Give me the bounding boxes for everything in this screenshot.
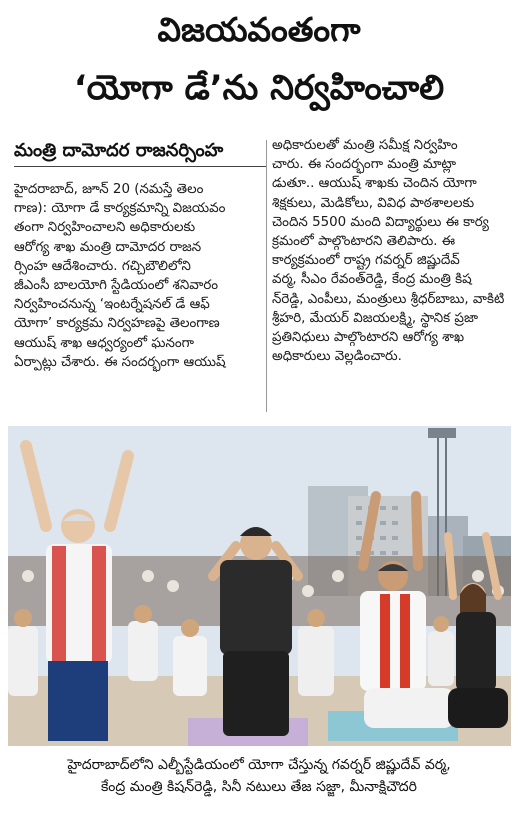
article-text-line: హైదరాబాద్, జూన్ 20 (నమస్తే తెలం: [14, 182, 204, 197]
article-text-line: న్‌రెడ్డి, ఎంపీలు, మంత్రులు శ్రీధర్‌బాబు, వాకిటి: [272, 291, 505, 307]
article-text-line: చారు. ఈ సందర్భంగా మంత్రి మాట్లా: [272, 157, 457, 173]
article-text-line: యోగా’ కార్యక్రమ నిర్వహణపై తెలంగాణ: [14, 316, 220, 332]
article-text-line: ర్సింహ ఆదేశించారు. గచ్చిబౌలిలోని: [14, 258, 191, 274]
article-text-line: గాణ): యోగా డే కార్యక్రమాన్ని విజయవం: [14, 201, 226, 217]
article-text-line: వర్మ, సీఎం రేవంత్‌రెడ్డి, కేంద్ర మంత్రి కిష: [272, 272, 472, 288]
article-text-line: ఆయుష్ శాఖ ఆధ్వర్యంలో ఘనంగా: [14, 335, 194, 351]
subheadline-underline: [14, 166, 266, 167]
article-left-column: [14, 180, 264, 372]
article-text-line: జీఎంసీ బాలయోగి స్టేడియంలో శనివారం: [14, 277, 219, 293]
article-text-line: ప్రతినిధులు పాల్గొంటారని ఆరోగ్య శాఖ: [272, 329, 465, 345]
article-text-line: నిర్వహించనున్న ‘ఇంటర్నేషనల్ డే ఆఫ్: [14, 297, 210, 313]
caption-line: కేంద్ర మంత్రి కిషన్‌రెడ్డి, సినీ నటులు తేజ సజ్జా, మీనాక్షిచౌదరి: [100, 779, 417, 795]
photo-caption: [0, 754, 518, 798]
article-text-line: శిక్షకులు, మెడికోలు, వివిధ పాఠశాలలకు: [272, 195, 475, 211]
article-right-column: [272, 136, 510, 366]
article-text-line: ఆరోగ్య శాఖ మంత్రి దామోదర రాజన: [14, 239, 202, 255]
article-text-line: అధికారులు వెల్లడించారు.: [272, 349, 402, 365]
yoga-event-photo: [8, 426, 511, 746]
article-text-line: చెందిన 5500 మంది విద్యార్థులు ఈ కార్య: [272, 214, 489, 230]
article-text-line: కార్యక్రమంలో రాష్ట్ర గవర్నర్ జిష్ణుదేవ్: [272, 253, 460, 269]
caption-line: హైదరాబాద్‌లోని ఎల్బీస్టేడియంలో యోగా చేస్తున్న గవర్నర్ జిష్ణుదేవ్ వర్మ,: [67, 757, 451, 773]
article-text-line: అధికారులతో మంత్రి సమీక్ష నిర్వహిం: [272, 138, 458, 153]
headline-line-1: విజయవంతంగా: [157, 10, 361, 49]
headline-line-2: ‘యోగా డే’ను నిర్వహించాలి: [73, 68, 445, 108]
article-text-line: ఏర్పాట్లు చేశారు. ఈ సందర్భంగా ఆయుష్: [14, 354, 226, 370]
article-text-line: తంగా నిర్వహించాలని అధికారులకు: [14, 220, 196, 236]
article-text-line: శ్రీహరి, మేయర్ విజయలక్ష్మి, స్థానిక ప్రజా: [272, 310, 478, 326]
person-actor: [213, 527, 298, 736]
article-text-line: డుతూ.. ఆయుష్ శాఖకు చెందిన యోగా: [272, 176, 477, 192]
article-text-line: క్రమంలో పాల్గొంటారని తెలిపారు. ఈ: [272, 233, 456, 249]
subheadline: మంత్రి దామోదర రాజనర్సింహ: [14, 140, 224, 161]
column-divider: [266, 140, 267, 412]
